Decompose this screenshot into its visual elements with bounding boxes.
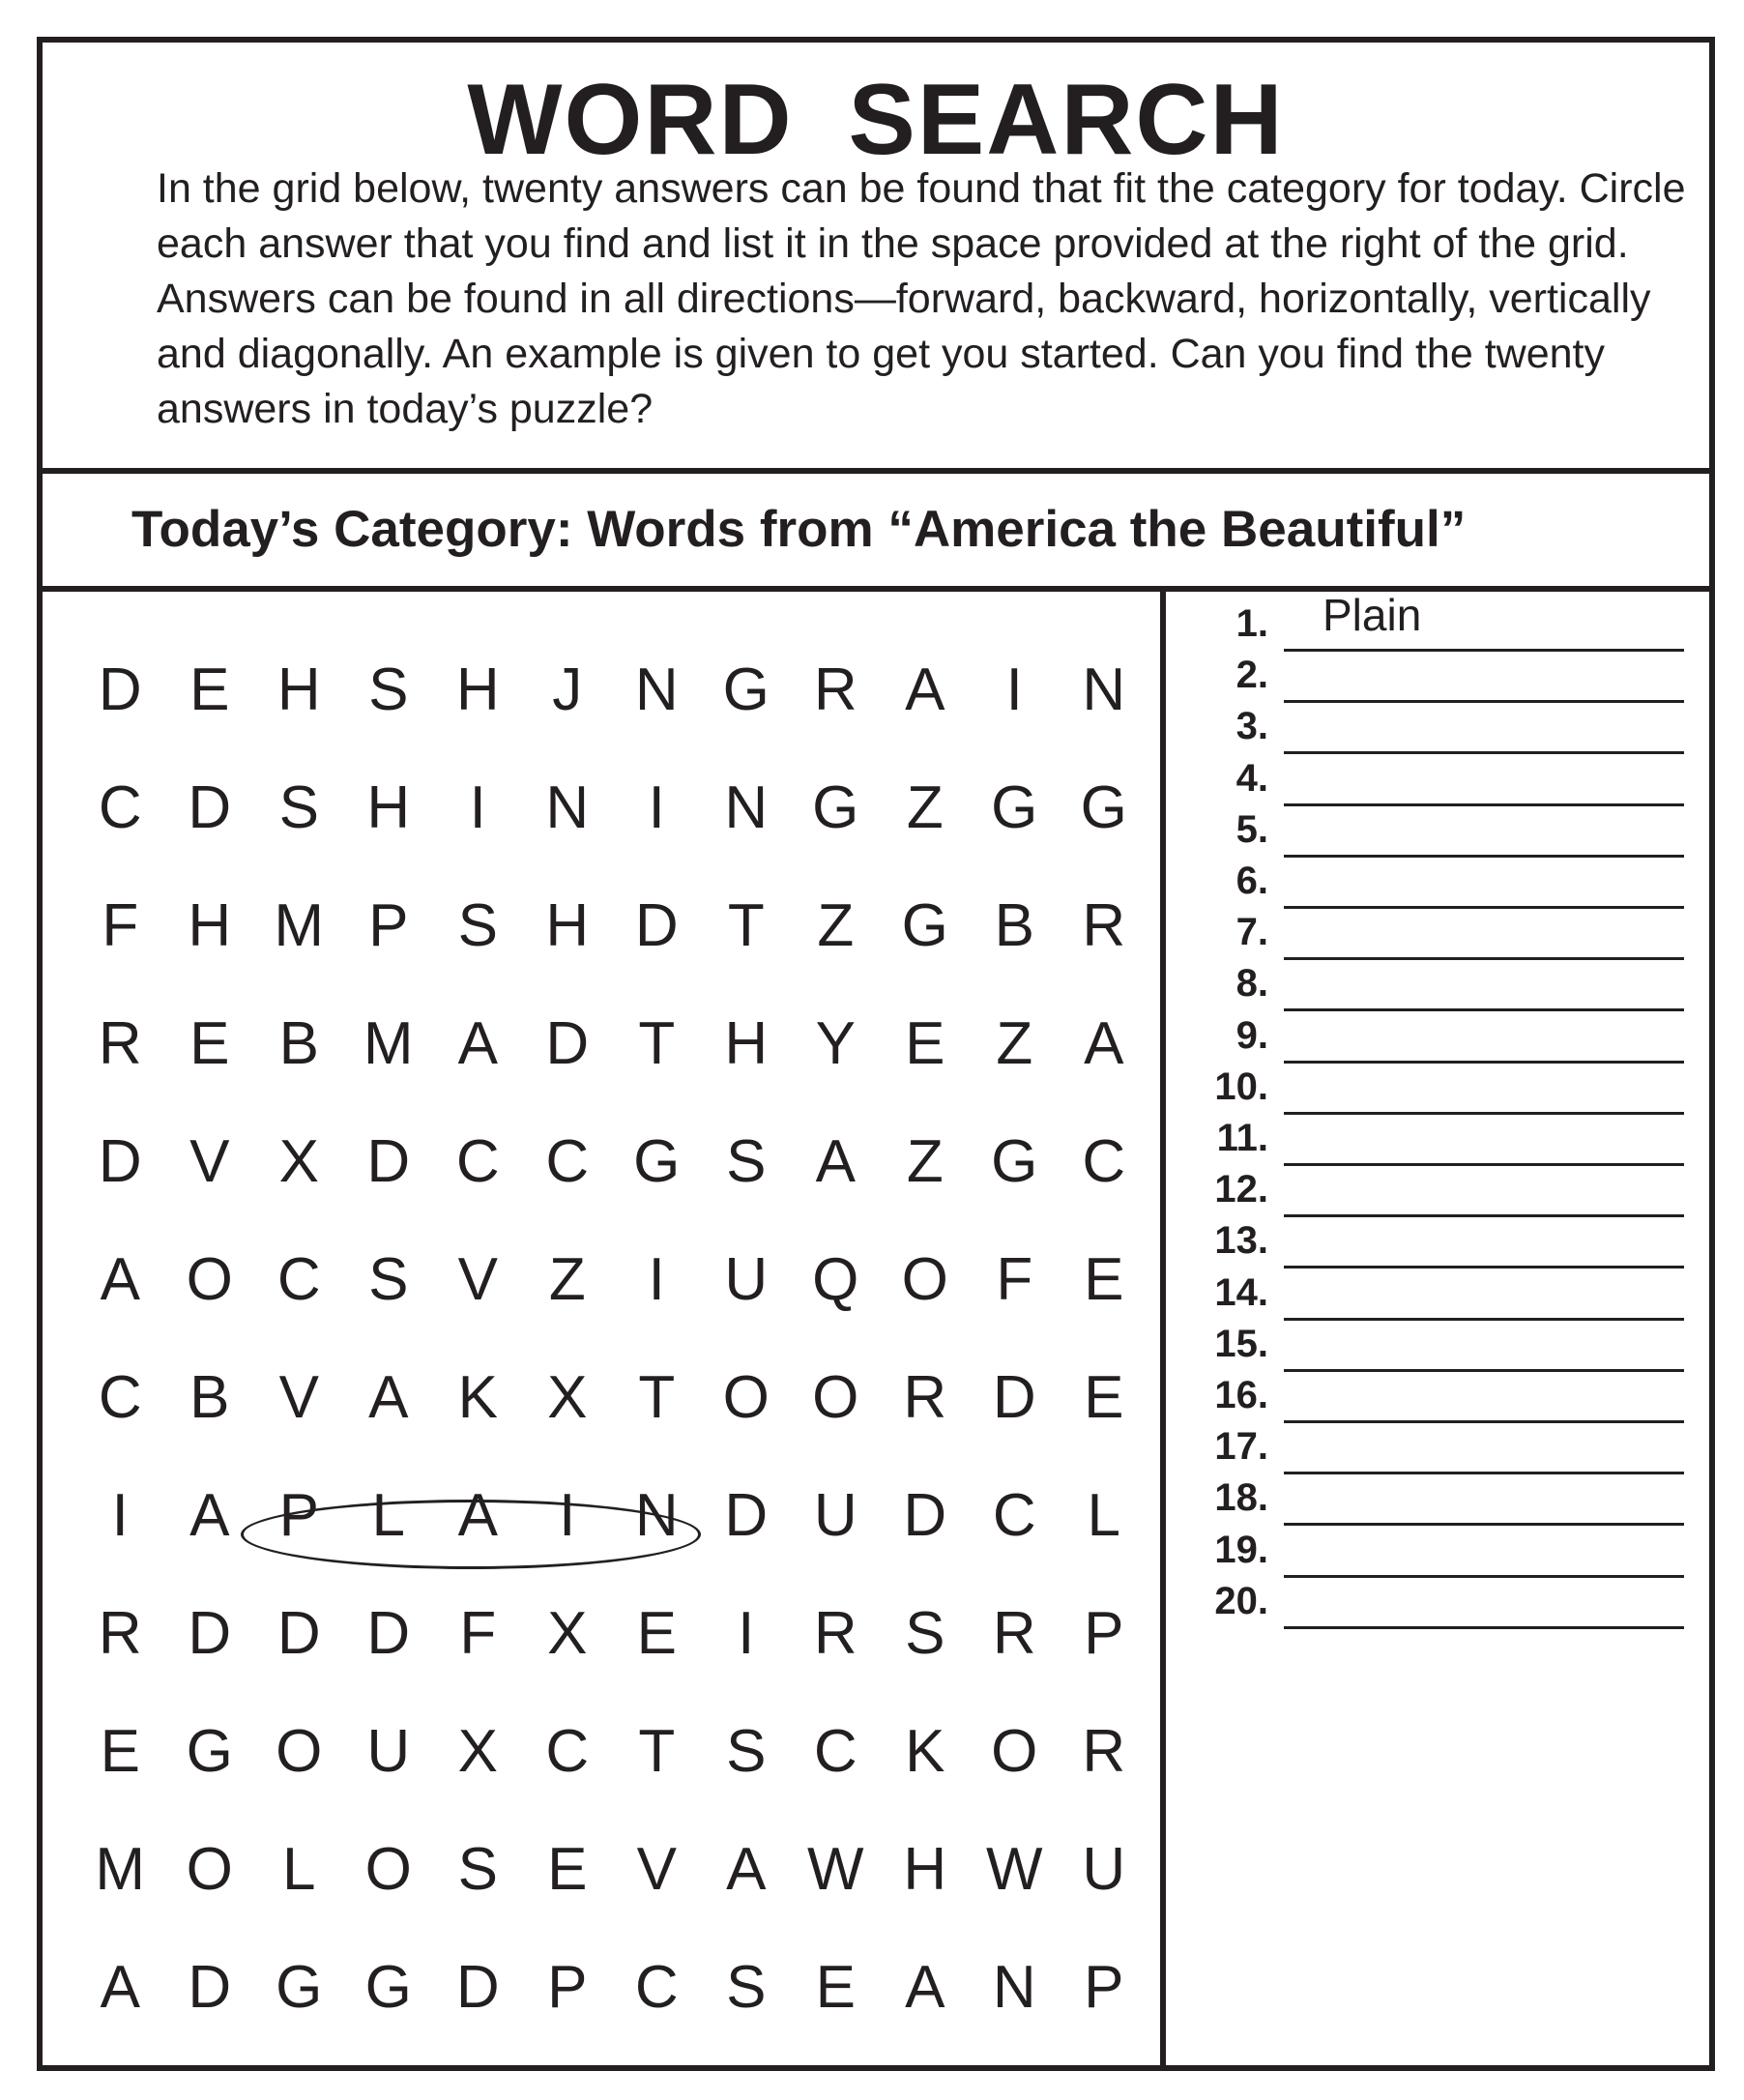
grid-letter[interactable]: E — [100, 1718, 140, 1785]
grid-letter[interactable]: A — [905, 1954, 945, 2021]
answer-row — [1166, 590, 1715, 652]
answer-row — [1166, 1057, 1715, 1115]
answer-row — [1166, 902, 1715, 960]
grid-letter[interactable]: O — [186, 1246, 233, 1313]
grid-letter[interactable]: R — [1082, 1718, 1126, 1785]
grid-letter[interactable]: Z — [996, 1010, 1033, 1077]
grid-letter[interactable]: I — [469, 774, 486, 841]
grid-letter[interactable]: O — [276, 1718, 323, 1785]
answer-number: 19. — [1214, 1528, 1268, 1571]
grid-letter[interactable]: K — [457, 1364, 498, 1431]
grid-letter[interactable]: S — [726, 1128, 767, 1195]
grid-letter[interactable]: I — [1005, 656, 1023, 723]
grid-letter[interactable]: E — [1084, 1246, 1124, 1313]
letter-grid-panel — [43, 592, 1166, 2071]
answer-row — [1166, 645, 1715, 703]
answer-number: 6. — [1235, 860, 1268, 902]
grid-letter[interactable]: R — [813, 656, 857, 723]
grid-letter[interactable]: I — [648, 774, 665, 841]
grid-letter[interactable]: Z — [817, 892, 855, 959]
grid-letter[interactable]: G — [633, 1128, 681, 1195]
grid-letter[interactable]: V — [457, 1246, 498, 1313]
puzzle-frame — [37, 37, 1715, 2071]
grid-letter[interactable]: H — [903, 1836, 947, 1903]
grid-letter[interactable]: W — [806, 1836, 864, 1903]
answer-number: 10. — [1214, 1065, 1268, 1108]
grid-letter[interactable]: S — [726, 1718, 767, 1785]
grid-letter[interactable]: T — [638, 1718, 676, 1785]
grid-letter[interactable]: S — [457, 892, 498, 959]
grid-letter[interactable]: J — [552, 656, 583, 723]
grid-letter[interactable]: B — [278, 1010, 319, 1077]
grid-letter[interactable]: A — [368, 1364, 409, 1431]
grid-letter[interactable]: N — [724, 774, 769, 841]
grid-letter[interactable]: D — [276, 1600, 321, 1667]
grid-letter[interactable]: R — [98, 1010, 142, 1077]
answer-text[interactable]: Plain — [1323, 590, 1422, 640]
grid-letter[interactable]: H — [545, 892, 590, 959]
grid-letter[interactable]: Z — [906, 774, 944, 841]
grid-letter[interactable]: M — [95, 1836, 146, 1903]
grid-letter[interactable]: G — [186, 1718, 233, 1785]
answer-row — [1166, 953, 1715, 1011]
grid-letter[interactable]: D — [366, 1600, 411, 1667]
grid-letter[interactable]: A — [457, 1482, 498, 1549]
grid-letter[interactable]: A — [1084, 1010, 1124, 1077]
grid-letter[interactable]: C — [992, 1482, 1036, 1549]
grid-letter[interactable]: N — [634, 1482, 679, 1549]
grid-letter[interactable]: N — [992, 1954, 1036, 2021]
answer-number: 11. — [1216, 1117, 1268, 1159]
grid-letter[interactable]: I — [111, 1482, 129, 1549]
answer-number: 13. — [1214, 1219, 1268, 1263]
answer-row — [1166, 1159, 1715, 1217]
answer-number: 12. — [1214, 1168, 1268, 1211]
grid-letter[interactable]: C — [813, 1718, 857, 1785]
answer-row — [1166, 1416, 1715, 1474]
grid-letter[interactable]: A — [726, 1836, 767, 1903]
grid-letter[interactable]: A — [100, 1246, 140, 1313]
grid-letter[interactable]: C — [634, 1954, 679, 2021]
answer-row — [1166, 800, 1715, 858]
example-answer-circle — [241, 1500, 701, 1569]
instructions-text: In the grid below, twenty answers can be found that fit the category for today. Circle each answer that you find and list it in the space provided at the right of the grid. Answers can be found in all directions—forward, backward, horizontally, vertically and diagonally. An example is given to get you started. Can you find the twenty answers in today’s puzzle? — [157, 165, 1686, 432]
grid-letter[interactable]: X — [457, 1718, 498, 1785]
grid-letter[interactable]: E — [636, 1600, 677, 1667]
grid-letter[interactable]: G — [812, 774, 859, 841]
grid-letter[interactable]: F — [102, 892, 139, 959]
answer-number: 3. — [1235, 705, 1268, 748]
grid-letter[interactable]: H — [188, 892, 232, 959]
grid-letter[interactable]: P — [547, 1954, 588, 2021]
answer-row — [1166, 1468, 1715, 1526]
grid-letter[interactable]: R — [1082, 892, 1126, 959]
grid-letter[interactable]: C — [98, 1364, 142, 1431]
answer-number: 1. — [1235, 602, 1268, 645]
grid-letter[interactable]: H — [724, 1010, 769, 1077]
grid-letter[interactable]: P — [368, 892, 409, 959]
answer-row — [1166, 851, 1715, 909]
grid-letter[interactable]: D — [903, 1482, 947, 1549]
grid-letter[interactable]: C — [545, 1128, 590, 1195]
grid-letter[interactable]: P — [1084, 1600, 1124, 1667]
answer-row — [1166, 1571, 1715, 1629]
grid-letter[interactable]: F — [996, 1246, 1033, 1313]
grid-letter[interactable]: D — [98, 1128, 142, 1195]
grid-letter[interactable]: N — [634, 656, 679, 723]
grid-letter[interactable]: G — [991, 1128, 1038, 1195]
puzzle-title: WORD SEARCH — [467, 64, 1285, 176]
grid-letter[interactable]: H — [366, 774, 411, 841]
answer-number: 16. — [1214, 1374, 1268, 1416]
grid-letter[interactable]: O — [812, 1364, 859, 1431]
answer-number: 20. — [1214, 1579, 1268, 1622]
grid-letter[interactable]: G — [1080, 774, 1127, 841]
answer-number: 5. — [1235, 807, 1268, 851]
category-bar — [43, 474, 1709, 592]
grid-letter[interactable]: U — [366, 1718, 411, 1785]
grid-letter[interactable]: U — [724, 1246, 769, 1313]
answer-row — [1166, 696, 1715, 754]
answer-number: 15. — [1214, 1322, 1268, 1365]
grid-letter[interactable]: B — [994, 892, 1034, 959]
answer-number: 14. — [1214, 1270, 1268, 1314]
grid-letter[interactable]: C — [98, 774, 142, 841]
grid-letter[interactable]: D — [634, 892, 679, 959]
grid-letter[interactable]: S — [457, 1836, 498, 1903]
grid-letter[interactable]: M — [274, 892, 325, 959]
answer-row — [1166, 1108, 1715, 1166]
answer-number: 9. — [1235, 1013, 1268, 1057]
grid-letter[interactable]: D — [455, 1954, 500, 2021]
answer-number: 8. — [1235, 962, 1268, 1006]
grid-letter[interactable]: Z — [548, 1246, 586, 1313]
grid-letter[interactable]: V — [189, 1128, 230, 1195]
grid-letter[interactable]: E — [189, 656, 230, 723]
grid-letter[interactable]: X — [547, 1600, 588, 1667]
grid-letter[interactable]: T — [638, 1010, 676, 1077]
grid-letter[interactable]: G — [901, 892, 948, 959]
answer-row — [1166, 748, 1715, 806]
grid-letter[interactable]: G — [276, 1954, 323, 2021]
grid-letter[interactable]: A — [189, 1482, 230, 1549]
grid-letter[interactable]: V — [636, 1836, 677, 1903]
grid-letter[interactable]: O — [991, 1718, 1038, 1785]
answer-number: 18. — [1214, 1476, 1268, 1520]
grid-letter[interactable]: C — [1082, 1128, 1126, 1195]
grid-letter[interactable]: A — [905, 656, 945, 723]
grid-letter[interactable]: S — [368, 1246, 409, 1313]
grid-letter[interactable]: K — [905, 1718, 945, 1785]
grid-letter[interactable]: P — [1084, 1954, 1124, 2021]
grid-letter[interactable]: E — [1084, 1364, 1124, 1431]
letter-grid — [75, 656, 1148, 2071]
grid-letter[interactable]: N — [545, 774, 590, 841]
grid-letter[interactable]: D — [188, 1954, 232, 2021]
grid-letter[interactable]: A — [100, 1954, 140, 2021]
grid-letter[interactable]: Q — [812, 1246, 859, 1313]
grid-letter[interactable]: S — [726, 1954, 767, 2021]
grid-letter[interactable]: I — [738, 1600, 755, 1667]
category-label: Today’s Category: Words from “America the Beautiful” — [131, 501, 1467, 558]
answer-number: 17. — [1214, 1425, 1268, 1469]
answer-row — [1166, 1210, 1715, 1269]
answer-row — [1166, 1520, 1715, 1578]
puzzle-header — [43, 43, 1709, 474]
grid-letter[interactable]: O — [722, 1364, 770, 1431]
grid-letter[interactable]: G — [991, 774, 1038, 841]
grid-letter[interactable]: S — [368, 656, 409, 723]
answer-list — [1166, 592, 1715, 2071]
grid-letter[interactable]: P — [278, 1482, 319, 1549]
answer-number: 4. — [1235, 756, 1268, 800]
grid-letter[interactable]: O — [364, 1836, 412, 1903]
grid-letter[interactable]: T — [727, 892, 765, 959]
grid-letter[interactable]: H — [455, 656, 500, 723]
grid-letter[interactable]: L — [1087, 1482, 1120, 1549]
grid-letter[interactable]: E — [189, 1010, 230, 1077]
grid-letter[interactable]: O — [901, 1246, 948, 1313]
answer-row — [1166, 1365, 1715, 1423]
grid-letter[interactable]: L — [371, 1482, 405, 1549]
grid-letter[interactable]: X — [278, 1128, 319, 1195]
grid-letter[interactable]: E — [815, 1954, 856, 2021]
grid-letter[interactable]: A — [815, 1128, 856, 1195]
grid-letter[interactable]: D — [545, 1010, 590, 1077]
grid-letter[interactable]: H — [276, 656, 321, 723]
grid-letter[interactable]: S — [278, 774, 319, 841]
grid-letter[interactable]: E — [905, 1010, 945, 1077]
grid-letter[interactable]: U — [813, 1482, 857, 1549]
answer-row — [1166, 1263, 1715, 1321]
grid-letter[interactable]: V — [278, 1364, 319, 1431]
grid-letter[interactable]: D — [992, 1364, 1036, 1431]
answer-row — [1166, 1006, 1715, 1064]
grid-letter[interactable]: R — [992, 1600, 1036, 1667]
grid-letter[interactable]: W — [985, 1836, 1043, 1903]
grid-letter[interactable]: R — [98, 1600, 142, 1667]
answer-row — [1166, 1314, 1715, 1372]
grid-letter[interactable]: D — [724, 1482, 769, 1549]
grid-letter[interactable]: B — [189, 1364, 230, 1431]
answer-number: 7. — [1235, 911, 1268, 954]
grid-letter[interactable]: Y — [815, 1010, 856, 1077]
grid-letter[interactable]: M — [363, 1010, 414, 1077]
grid-letter[interactable]: X — [547, 1364, 588, 1431]
grid-letter[interactable]: C — [545, 1718, 590, 1785]
grid-letter[interactable]: R — [813, 1600, 857, 1667]
grid-letter[interactable]: S — [905, 1600, 945, 1667]
grid-letter[interactable]: A — [457, 1010, 498, 1077]
grid-letter[interactable]: O — [186, 1836, 233, 1903]
grid-letter[interactable]: D — [188, 1600, 232, 1667]
grid-letter[interactable]: G — [722, 656, 770, 723]
grid-letter[interactable]: C — [276, 1246, 321, 1313]
grid-letter[interactable]: T — [638, 1364, 676, 1431]
grid-letter[interactable]: I — [648, 1246, 665, 1313]
grid-letter[interactable]: F — [459, 1600, 497, 1667]
grid-letter[interactable]: D — [366, 1128, 411, 1195]
grid-letter[interactable]: C — [455, 1128, 500, 1195]
grid-letter[interactable]: G — [364, 1954, 412, 2021]
grid-letter[interactable]: D — [98, 656, 142, 723]
grid-letter[interactable]: Z — [906, 1128, 944, 1195]
answer-blank-line[interactable] — [1284, 1626, 1684, 1629]
grid-letter[interactable]: I — [559, 1482, 576, 1549]
grid-letter[interactable]: U — [1082, 1836, 1126, 1903]
answer-number: 2. — [1235, 654, 1268, 697]
grid-letter[interactable]: D — [188, 774, 232, 841]
grid-letter[interactable]: L — [282, 1836, 316, 1903]
grid-letter[interactable]: N — [1082, 656, 1126, 723]
grid-letter[interactable]: E — [547, 1836, 588, 1903]
grid-letter[interactable]: R — [903, 1364, 947, 1431]
